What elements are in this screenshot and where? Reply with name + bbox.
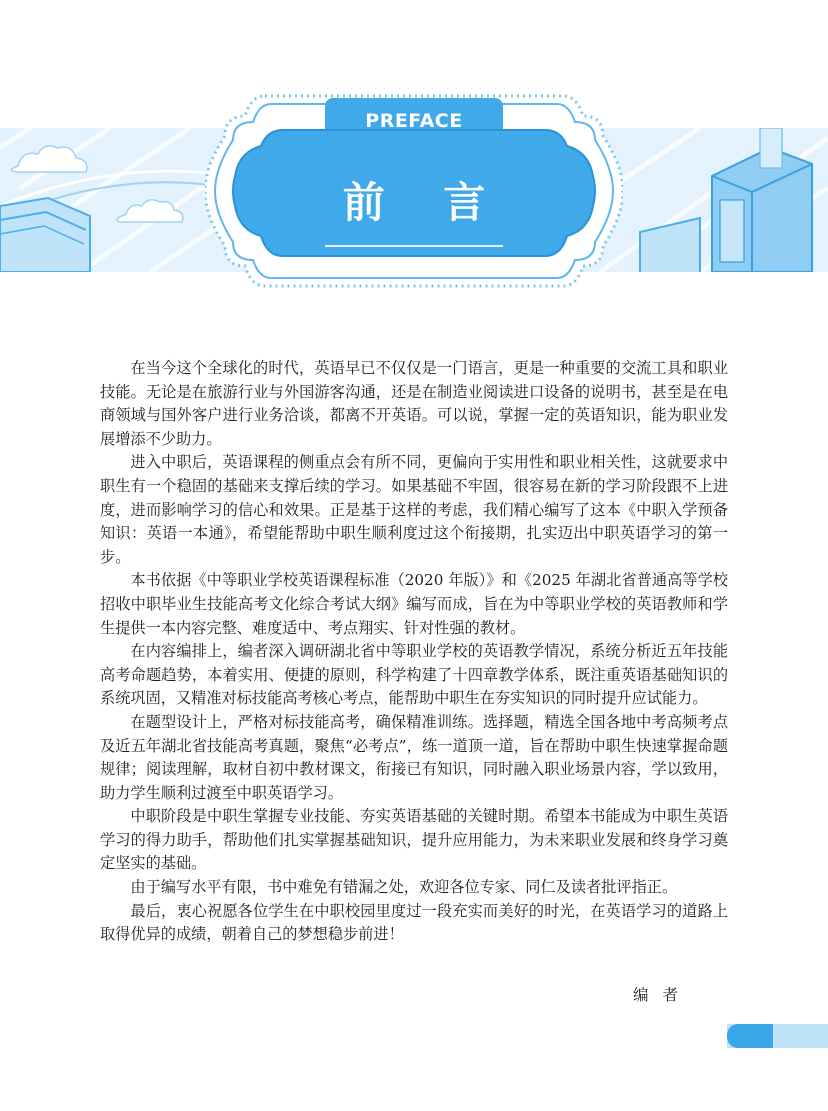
author-signature: 编者 <box>633 986 693 1004</box>
preface-body <box>100 357 728 947</box>
preface-label: PREFACE <box>365 110 463 132</box>
paragraph: 在题型设计上，严格对标技能高考，确保精准训练。选择题，精选全国各地中考高频考点及近五年湖北省技能高考真题，聚焦“必考点”，练一道顶一道，旨在帮助中职生快速掌握命题规律；阅读理解，取材自初中教材课文，衔接已有知识，同时融入职业场景内容，学以致用，助力学生顺利过渡至中职英语学习。 <box>100 712 728 802</box>
page-tab-decoration <box>727 1024 828 1048</box>
page-title: 前 言 <box>342 178 508 227</box>
paragraph: 中职阶段是中职生掌握专业技能、夯实英语基础的关键时期。希望本书能成为中职生英语学习的得力助手，帮助他们扎实掌握基础知识，提升应用能力，为未来职业发展和终身学习奠定坚实的基础。 <box>100 807 728 873</box>
paragraph: 在内容编排上，编者深入调研湖北省中等职业学校的英语教学情况，系统分析近五年技能高考命题趋势，本着实用、便捷的原则，科学构建了十四章教学体系，既注重英语基础知识的系统巩固，又精准对标技能高考核心考点，能帮助中职生在夯实知识的同时提升应试能力。 <box>100 642 728 708</box>
paragraph: 本书依据《中等职业学校英语课程标准（2020 年版）》和《2025 年湖北省普通高等学校招收中职毕业生技能高考文化综合考试大纲》编写而成，旨在为中等职业学校的英语教师和学生提供一本内容完整、难度适中、考点翔实、针对性强的教材。 <box>100 571 728 637</box>
paragraph: 最后，衷心祝愿各位学生在中职校园里度过一段充实而美好的时光，在英语学习的道路上取得优异的成绩，朝着自己的梦想稳步前进！ <box>100 901 728 944</box>
paragraph: 进入中职后，英语课程的侧重点会有所不同，更偏向于实用性和职业相关性，这就要求中职生有一个稳固的基础来支撑后续的学习。如果基础不牢固，很容易在新的学习阶段跟不上进度，进而影响学习的信心和效果。正是基于这样的考虑，我们精心编写了这本《中职入学预备知识：英语一本通》，希望能帮助中职生顺利度过这个衔接期，扎实迈出中职英语学习的第一步。 <box>100 453 728 566</box>
paragraph: 在当今这个全球化的时代，英语早已不仅仅是一门语言，更是一种重要的交流工具和职业技能。无论是在旅游行业与外国游客沟通，还是在制造业阅读进口设备的说明书，甚至是在电商领域与国外客户进行业务洽谈，都离不开英语。可以说，掌握一定的英语知识，能为职业发展增添不少助力。 <box>100 359 728 448</box>
paragraph: 由于编写水平有限，书中难免有错漏之处，欢迎各位专家、同仁及读者批评指正。 <box>130 878 678 897</box>
